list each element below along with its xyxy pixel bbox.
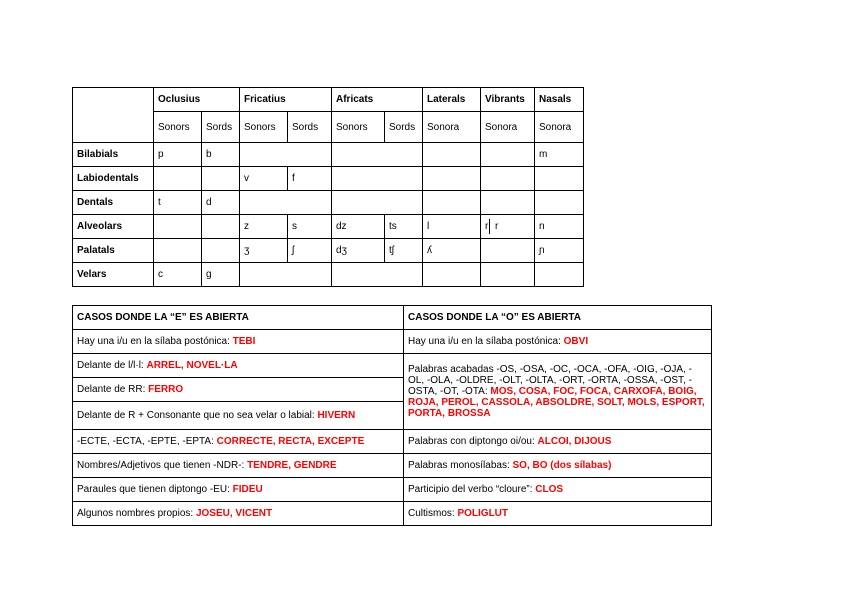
- cell: m: [535, 143, 584, 167]
- cell: c: [154, 263, 202, 287]
- consonants-header-row: [73, 88, 584, 112]
- cell: [332, 191, 423, 215]
- cell: [240, 263, 332, 287]
- case-text: Delante de l/l·l:: [77, 360, 147, 371]
- case-row: [73, 454, 712, 478]
- cell: b: [202, 143, 240, 167]
- o-case: [404, 478, 712, 502]
- cell: [423, 167, 481, 191]
- case-examples: TENDRE, GENDRE: [247, 460, 337, 471]
- case-text: Algunos nombres propios:: [77, 508, 196, 519]
- cell: [481, 143, 535, 167]
- vibrant-right: r: [495, 221, 499, 232]
- case-text: Palabras monosílabas:: [408, 460, 513, 471]
- cell: ʃ: [288, 239, 332, 263]
- cell: [240, 143, 332, 167]
- subheader: Sonora: [535, 112, 584, 143]
- case-examples: CLOS: [535, 484, 564, 495]
- case-text: Delante de R + Consonante que no sea velar o labial:: [77, 410, 318, 421]
- o-case: [404, 454, 712, 478]
- cell: [535, 191, 584, 215]
- cell: [481, 263, 535, 287]
- cell: g: [202, 263, 240, 287]
- case-text: -ECTE, -ECTA, -EPTE, -EPTA:: [77, 436, 217, 447]
- cell: [202, 239, 240, 263]
- case-text: Palabras con diptongo oi/ou:: [408, 436, 538, 447]
- cell: tʃ: [385, 239, 423, 263]
- subheader: Sonora: [423, 112, 481, 143]
- case-row: [73, 330, 712, 354]
- cell: ʒ: [240, 239, 288, 263]
- group-header: Nasals: [535, 88, 584, 112]
- case-text: Palabras acabadas -OS, -OSA, -OC, -OCA, -OFA, -OIG, -OJA, -OL, -OLA, -OLDRE, -OLT, -OLTA, -ORT, -ORTA, -OSSA, -OST, -OSTA, -OT, -OTA:: [408, 364, 692, 397]
- case-examples: OBVI: [563, 336, 589, 347]
- cell: [423, 263, 481, 287]
- o-case: [404, 502, 712, 526]
- row-label: Labiodentals: [73, 167, 154, 191]
- e-case: [73, 454, 404, 478]
- group-header: Fricatius: [240, 88, 332, 112]
- row-label: Dentals: [73, 191, 154, 215]
- e-case: [73, 478, 404, 502]
- case-text: Paraules que tienen diptongo -EU:: [77, 484, 233, 495]
- subheader: Sonors: [240, 112, 288, 143]
- cell: n: [535, 215, 584, 239]
- e-case: [73, 502, 404, 526]
- row-label: Velars: [73, 263, 154, 287]
- case-examples: SO, BO (dos sílabas): [512, 460, 612, 471]
- case-examples: ARREL, NOVEL·LA: [146, 360, 238, 371]
- cell: [154, 167, 202, 191]
- case-row: [73, 502, 712, 526]
- cell: [154, 239, 202, 263]
- consonant-row: [73, 191, 584, 215]
- cell: t: [154, 191, 202, 215]
- case-text: Hay una i/u en la sílaba postónica:: [408, 336, 564, 347]
- cell: [535, 263, 584, 287]
- case-examples: TEBI: [232, 336, 256, 347]
- corner-cell: [73, 88, 154, 143]
- cell: ʎ: [423, 239, 481, 263]
- open-vowel-cases-table: [72, 305, 712, 526]
- row-label: Palatals: [73, 239, 154, 263]
- cell: [332, 263, 423, 287]
- cell: [240, 191, 332, 215]
- e-case: [73, 402, 404, 430]
- case-text: Delante de RR:: [77, 384, 149, 395]
- group-header: Vibrants: [481, 88, 535, 112]
- consonant-row: [73, 215, 584, 239]
- consonant-row: [73, 167, 584, 191]
- case-examples: HIVERN: [317, 410, 356, 421]
- cell: ɲ: [535, 239, 584, 263]
- cell: [481, 191, 535, 215]
- subheader: Sords: [202, 112, 240, 143]
- row-label: Bilabials: [73, 143, 154, 167]
- cell: [535, 167, 584, 191]
- case-examples: MOS, COSA, FOC, FOCA, CARXOFA, BOIG, ROJA, PEROL, CASSOLA, ABSOLDRE, SOLT, MOLS, ESPORT, PORTA, BROSSA: [408, 386, 705, 419]
- cell: [423, 191, 481, 215]
- case-examples: FERRO: [148, 384, 184, 395]
- e-case: [73, 330, 404, 354]
- cell: [332, 143, 423, 167]
- case-text: Hay una i/u en la sílaba postónica:: [77, 336, 233, 347]
- cell: dʒ: [332, 239, 385, 263]
- case-row: [73, 478, 712, 502]
- cell: l: [423, 215, 481, 239]
- o-case: [404, 330, 712, 354]
- cell: v: [240, 167, 288, 191]
- group-header: Laterals: [423, 88, 481, 112]
- cell: [202, 167, 240, 191]
- case-text: Nombres/Adjetivos que tienen -NDR-:: [77, 460, 248, 471]
- case-examples: JOSEU, VICENT: [195, 508, 273, 519]
- cell: p: [154, 143, 202, 167]
- cases-header-row: [73, 306, 712, 330]
- consonant-row: [73, 239, 584, 263]
- group-header: Africats: [332, 88, 423, 112]
- cell: [154, 215, 202, 239]
- cell: [481, 239, 535, 263]
- o-case: [404, 354, 712, 430]
- cell: f: [288, 167, 332, 191]
- case-examples: CORRECTE, RECTA, EXCEPTE: [216, 436, 365, 447]
- row-label: Alveolars: [73, 215, 154, 239]
- e-case: [73, 354, 404, 378]
- subheader: Sords: [385, 112, 423, 143]
- cell: ts: [385, 215, 423, 239]
- cell: [332, 167, 423, 191]
- cell: dz: [332, 215, 385, 239]
- cell: z: [240, 215, 288, 239]
- o-header: CASOS DONDE LA “O” ES ABIERTA: [404, 306, 712, 330]
- vibrant-left: r: [485, 221, 489, 232]
- vibrant-cell: [481, 215, 535, 239]
- case-text: Participio del verbo “cloure”:: [408, 484, 536, 495]
- subheader: Sonors: [332, 112, 385, 143]
- e-case: [73, 378, 404, 402]
- subheader: Sonors: [154, 112, 202, 143]
- case-examples: FIDEU: [232, 484, 263, 495]
- case-row: [73, 354, 712, 378]
- case-examples: POLIGLUT: [457, 508, 509, 519]
- case-row: [73, 430, 712, 454]
- divider: [489, 219, 490, 234]
- case-text: Cultismos:: [408, 508, 458, 519]
- cell: [202, 215, 240, 239]
- cell: [423, 143, 481, 167]
- cell: s: [288, 215, 332, 239]
- group-header: Oclusius: [154, 88, 240, 112]
- e-header: CASOS DONDE LA “E” ES ABIERTA: [73, 306, 404, 330]
- consonant-row: [73, 143, 584, 167]
- subheader: Sords: [288, 112, 332, 143]
- consonants-table: [72, 87, 584, 287]
- subheader: Sonora: [481, 112, 535, 143]
- case-examples: ALCOI, DIJOUS: [537, 436, 612, 447]
- e-case: [73, 430, 404, 454]
- o-case: [404, 430, 712, 454]
- cell: d: [202, 191, 240, 215]
- cell: [481, 167, 535, 191]
- consonant-row: [73, 263, 584, 287]
